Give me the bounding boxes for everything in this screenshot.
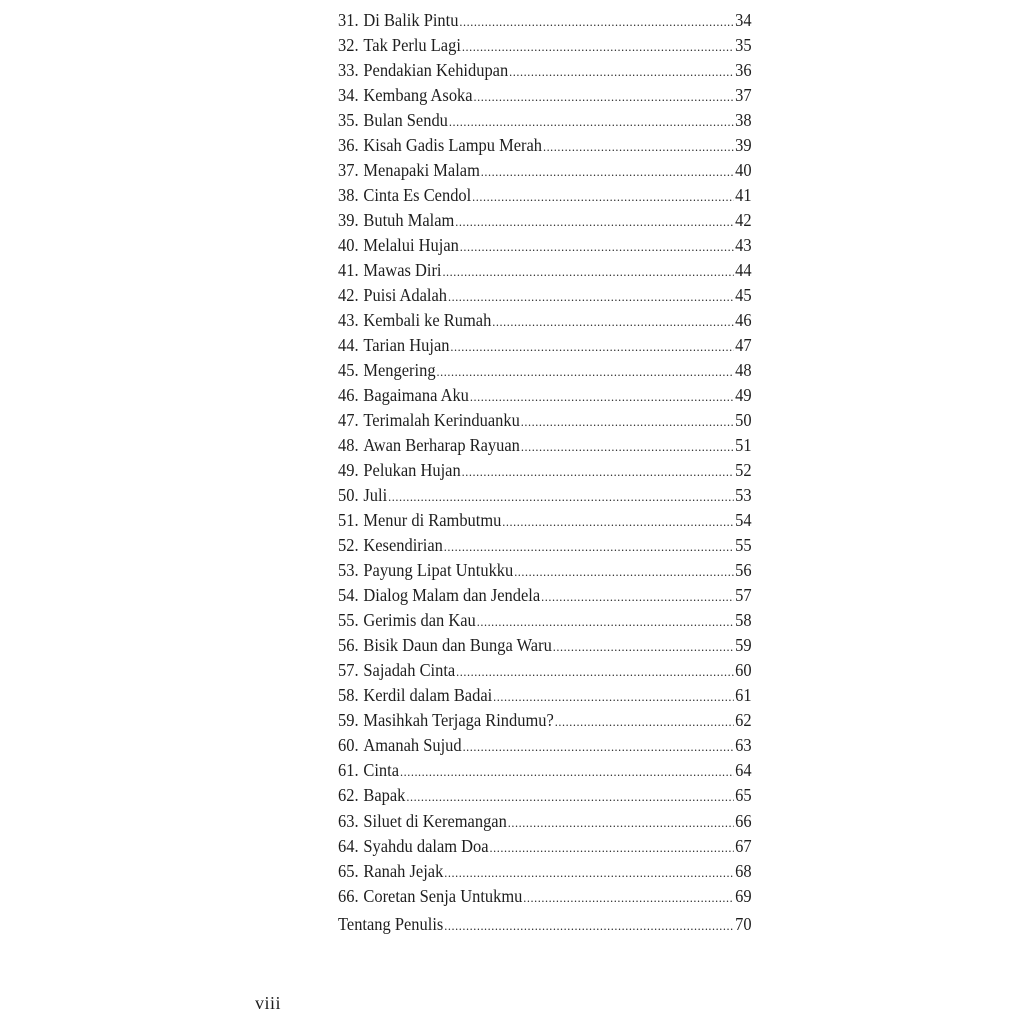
toc-entry-title: Cinta bbox=[363, 760, 400, 781]
dot-leader bbox=[449, 109, 734, 134]
toc-entry-page: 44 bbox=[735, 260, 752, 281]
dot-leader bbox=[437, 359, 734, 384]
toc-entry-number: 52. bbox=[338, 535, 359, 556]
toc-entry-number: 46. bbox=[338, 385, 359, 406]
toc-entry-title: Ranah Jejak bbox=[363, 860, 444, 881]
toc-entry-title: Amanah Sujud bbox=[363, 735, 462, 756]
dot-leader bbox=[521, 409, 734, 434]
toc-entry-title: Siluet di Keremangan bbox=[363, 810, 507, 831]
toc-entry[interactable] bbox=[338, 758, 752, 783]
toc-entry-page: 69 bbox=[735, 885, 752, 906]
toc-entry-number: 62. bbox=[338, 785, 359, 806]
toc-entry-title: Masihkah Terjaga Rindumu? bbox=[363, 710, 554, 731]
dot-leader bbox=[472, 184, 734, 209]
toc-entry-number: 49. bbox=[338, 460, 359, 481]
dot-leader bbox=[514, 559, 734, 584]
toc-entry[interactable] bbox=[338, 608, 752, 633]
toc-entry-page: 52 bbox=[735, 460, 752, 481]
toc-entry-page: 46 bbox=[735, 310, 752, 331]
toc-entry-number: 54. bbox=[338, 585, 359, 606]
toc-entry-about-author[interactable] bbox=[338, 912, 752, 938]
toc-entry[interactable] bbox=[338, 433, 752, 458]
dot-leader bbox=[474, 84, 734, 109]
toc-entry-number: 40. bbox=[338, 235, 359, 256]
toc-entry-title: Kerdil dalam Badai bbox=[363, 685, 493, 706]
toc-entry[interactable] bbox=[338, 283, 752, 308]
toc-entry-title: Menur di Rambutmu bbox=[363, 510, 502, 531]
toc-entry-page: 67 bbox=[735, 835, 752, 856]
toc-entry[interactable] bbox=[338, 258, 752, 283]
toc-entry[interactable] bbox=[338, 208, 752, 233]
toc-entry-title: Puisi Adalah bbox=[363, 285, 448, 306]
toc-entry-number: 64. bbox=[338, 835, 359, 856]
toc-entry-number: 59. bbox=[338, 710, 359, 731]
dot-leader bbox=[508, 810, 734, 835]
toc-entry-number: 63. bbox=[338, 810, 359, 831]
toc-entry[interactable] bbox=[338, 58, 752, 83]
toc-entry-number: 47. bbox=[338, 410, 359, 431]
toc-entry-title: Di Balik Pintu bbox=[363, 10, 459, 30]
toc-entry[interactable] bbox=[338, 583, 752, 608]
toc-entry-title: Menapaki Malam bbox=[363, 160, 480, 181]
toc-entry[interactable] bbox=[338, 708, 752, 733]
toc-entry-number: 65. bbox=[338, 860, 359, 881]
toc-entry-number: 41. bbox=[338, 260, 359, 281]
toc-entry-number: 39. bbox=[338, 210, 359, 231]
toc-entry-page: 59 bbox=[735, 635, 752, 656]
dot-leader bbox=[470, 384, 734, 409]
toc-entry[interactable] bbox=[338, 733, 752, 758]
toc-entry-number: 34. bbox=[338, 85, 359, 106]
toc-entry[interactable] bbox=[338, 233, 752, 258]
toc-entry[interactable] bbox=[338, 83, 752, 108]
dot-leader bbox=[492, 309, 734, 334]
toc-entry-number: 56. bbox=[338, 635, 359, 656]
toc-entry-number: 42. bbox=[338, 285, 359, 306]
toc-entry-page: 47 bbox=[735, 335, 752, 356]
toc-entry-page: 57 bbox=[735, 585, 752, 606]
toc-entry-title: Dialog Malam dan Jendela bbox=[363, 585, 541, 606]
toc-entry[interactable] bbox=[338, 133, 752, 158]
toc-entry-title: Sajadah Cinta bbox=[363, 660, 456, 681]
toc-entry-page: 41 bbox=[735, 185, 752, 206]
toc-entry-title: Awan Berharap Rayuan bbox=[363, 435, 520, 456]
dot-leader bbox=[388, 484, 734, 509]
toc-entry-number: 60. bbox=[338, 735, 359, 756]
toc-entry-title: Kembang Asoka bbox=[363, 85, 473, 106]
toc-entry-number: 57. bbox=[338, 660, 359, 681]
toc-entry-page: 42 bbox=[735, 210, 752, 231]
toc-entry-title: Mengering bbox=[363, 360, 436, 381]
toc-entry-page: 50 bbox=[735, 410, 752, 431]
dot-leader bbox=[456, 659, 734, 684]
toc-entry-title: Bulan Sendu bbox=[363, 110, 448, 131]
toc-entry-page: 36 bbox=[735, 60, 752, 81]
toc-entry-page: 58 bbox=[735, 610, 752, 631]
toc-entry-title: Tarian Hujan bbox=[363, 335, 450, 356]
toc-entry-title: Syahdu dalam Doa bbox=[363, 835, 489, 856]
dot-leader bbox=[459, 9, 733, 34]
dot-leader bbox=[450, 334, 733, 359]
dot-leader bbox=[463, 734, 734, 759]
toc-entry-number: 33. bbox=[338, 60, 359, 81]
toc-entry[interactable] bbox=[338, 358, 752, 383]
toc-entry[interactable] bbox=[338, 508, 752, 533]
toc-entry-title: Kembali ke Rumah bbox=[363, 310, 492, 331]
toc-entry[interactable] bbox=[338, 483, 752, 508]
toc-entry[interactable] bbox=[338, 783, 752, 808]
toc-entry[interactable] bbox=[338, 884, 752, 909]
toc-entry-title: Pelukan Hujan bbox=[363, 460, 461, 481]
toc-entry-title: Bisik Daun dan Bunga Waru bbox=[363, 635, 552, 656]
dot-leader bbox=[462, 34, 734, 59]
toc-entry-page: 38 bbox=[735, 110, 752, 131]
toc-entry-page: 45 bbox=[735, 285, 752, 306]
toc-entry-title: Tentang Penulis bbox=[338, 914, 444, 934]
toc-entry[interactable] bbox=[338, 33, 752, 58]
dot-leader bbox=[444, 534, 734, 559]
dot-leader bbox=[543, 134, 734, 159]
toc-entry-number: 37. bbox=[338, 160, 359, 181]
toc-entry[interactable] bbox=[338, 558, 752, 583]
toc-entry-number: 55. bbox=[338, 610, 359, 631]
page-number: viii bbox=[255, 993, 282, 1013]
toc-entry-page: 48 bbox=[735, 360, 752, 381]
dot-leader bbox=[555, 709, 734, 734]
dot-leader bbox=[448, 284, 734, 309]
toc-entry-number: 61. bbox=[338, 760, 359, 781]
toc-entry-number: 32. bbox=[338, 35, 359, 56]
toc-entry-number: 43. bbox=[338, 310, 359, 331]
toc-entry-title: Payung Lipat Untukku bbox=[363, 560, 514, 581]
dot-leader bbox=[493, 684, 734, 709]
dot-leader bbox=[523, 885, 733, 910]
toc-entry-page: 53 bbox=[735, 485, 752, 506]
toc-entry-page: 51 bbox=[735, 435, 752, 456]
dot-leader bbox=[462, 459, 734, 484]
toc-entry-title: Kesendirian bbox=[363, 535, 443, 556]
toc-entry-number: 44. bbox=[338, 335, 359, 356]
toc-entry[interactable] bbox=[338, 859, 752, 884]
table-of-contents bbox=[338, 8, 752, 909]
toc-entry-page: 65 bbox=[735, 785, 752, 806]
toc-entry-page: 66 bbox=[735, 810, 752, 831]
toc-entry-page: 56 bbox=[735, 560, 752, 581]
toc-entry-page: 49 bbox=[735, 385, 752, 406]
dot-leader bbox=[477, 609, 734, 634]
toc-entry-number: 50. bbox=[338, 485, 359, 506]
toc-entry-number: 51. bbox=[338, 510, 359, 531]
toc-entry-title: Coretan Senja Untukmu bbox=[363, 885, 523, 906]
toc-entry[interactable] bbox=[338, 183, 752, 208]
toc-entry-title: Mawas Diri bbox=[363, 260, 442, 281]
toc-entry[interactable] bbox=[338, 8, 752, 33]
toc-entry[interactable] bbox=[338, 108, 752, 133]
toc-entry-title: Tak Perlu Lagi bbox=[363, 35, 461, 56]
toc-entry-number: 53. bbox=[338, 560, 359, 581]
toc-entry-number: 38. bbox=[338, 185, 359, 206]
toc-entry-page: 34 bbox=[735, 10, 752, 30]
toc-entry-number: 66. bbox=[338, 885, 359, 906]
toc-entry-page: 68 bbox=[735, 860, 752, 881]
toc-entry-title: Butuh Malam bbox=[363, 210, 455, 231]
toc-entry-page: 62 bbox=[735, 710, 752, 731]
toc-entry-title: Bagaimana Aku bbox=[363, 385, 469, 406]
dot-leader bbox=[541, 584, 734, 609]
toc-entry-title: Pendakian Kehidupan bbox=[363, 60, 509, 81]
dot-leader bbox=[406, 784, 733, 809]
toc-entry-title: Juli bbox=[363, 485, 388, 506]
toc-entry-page: 63 bbox=[735, 735, 752, 756]
toc-entry-number: 58. bbox=[338, 685, 359, 706]
toc-entry-page: 35 bbox=[735, 35, 752, 56]
dot-leader bbox=[509, 59, 734, 84]
toc-entry[interactable] bbox=[338, 533, 752, 558]
toc-entry-page: 39 bbox=[735, 135, 752, 156]
dot-leader bbox=[481, 159, 734, 184]
toc-entry-page: 60 bbox=[735, 660, 752, 681]
toc-entry-title: Bapak bbox=[363, 785, 406, 806]
toc-entry-page: 64 bbox=[735, 760, 752, 781]
toc-entry-title: Terimalah Kerinduanku bbox=[363, 410, 520, 431]
toc-entry-page: 55 bbox=[735, 535, 752, 556]
toc-entry[interactable] bbox=[338, 408, 752, 433]
toc-entry-number: 45. bbox=[338, 360, 359, 381]
toc-entry-page: 40 bbox=[735, 160, 752, 181]
toc-entry-title: Cinta Es Cendol bbox=[363, 185, 472, 206]
toc-entry-title: Kisah Gadis Lampu Merah bbox=[363, 135, 543, 156]
dot-leader bbox=[502, 509, 733, 534]
toc-entry-title: Gerimis dan Kau bbox=[363, 610, 476, 631]
toc-entry[interactable] bbox=[338, 158, 752, 183]
toc-entry[interactable] bbox=[338, 458, 752, 483]
toc-about-author-section bbox=[338, 912, 752, 938]
toc-entry-page: 37 bbox=[735, 85, 752, 106]
dot-leader bbox=[444, 913, 733, 938]
toc-entry[interactable] bbox=[338, 308, 752, 333]
dot-leader bbox=[521, 434, 734, 459]
dot-leader bbox=[460, 234, 734, 259]
toc-entry-page: 70 bbox=[735, 914, 752, 934]
dot-leader bbox=[444, 860, 733, 885]
toc-entry-number: 31. bbox=[338, 10, 359, 30]
toc-entry-number: 48. bbox=[338, 435, 359, 456]
toc-entry[interactable] bbox=[338, 683, 752, 708]
toc-entry-number: 36. bbox=[338, 135, 359, 156]
toc-entry-page: 54 bbox=[735, 510, 752, 531]
toc-entry[interactable] bbox=[338, 383, 752, 408]
toc-entry[interactable] bbox=[338, 809, 752, 834]
toc-entry[interactable] bbox=[338, 333, 752, 358]
toc-entry-number: 35. bbox=[338, 110, 359, 131]
toc-entry-page: 43 bbox=[735, 235, 752, 256]
dot-leader bbox=[442, 259, 733, 284]
dot-leader bbox=[553, 634, 734, 659]
dot-leader bbox=[455, 209, 733, 234]
toc-entry[interactable] bbox=[338, 658, 752, 683]
toc-entry-page: 61 bbox=[735, 685, 752, 706]
toc-entry[interactable] bbox=[338, 834, 752, 859]
toc-entry-title: Melalui Hujan bbox=[363, 235, 459, 256]
dot-leader bbox=[400, 759, 734, 784]
toc-entry[interactable] bbox=[338, 633, 752, 658]
dot-leader bbox=[490, 835, 734, 860]
